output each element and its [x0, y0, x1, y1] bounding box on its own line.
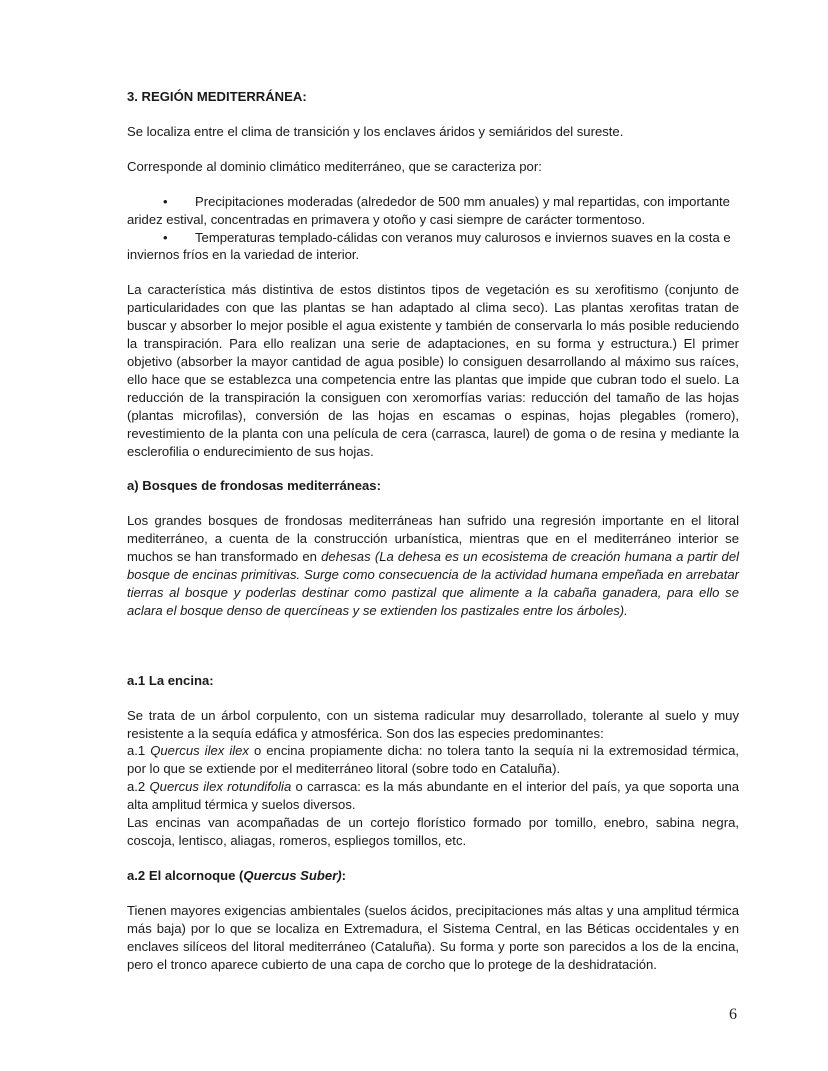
bullet-text-first-line: Temperaturas templado-cálidas con veranos muy calurosos e inviernos suaves en la costa e	[195, 229, 731, 245]
intro-paragraph-1: Se localiza entre el clima de transición y los enclaves áridos y semiáridos del sureste.	[127, 123, 624, 139]
alcornoque-title-suffix: :	[341, 867, 347, 883]
species-description: o encina propiamente dicha: no tolera tanto la sequía ni la extremosidad térmica, por lo que se extiende por el mediterráneo litoral (sobre todo en Cataluña).	[127, 743, 740, 777]
encina-title: a.1 La encina:	[127, 672, 214, 688]
intro-paragraph-2: Corresponde al dominio climático mediterráneo, que se caracteriza por:	[127, 158, 542, 174]
species-prefix: a.2	[127, 779, 146, 795]
alcornoque-paragraph: Tienen mayores exigencias ambientales (suelos ácidos, precipitaciones más altas y una amplitud térmica más baja) por lo que se localiza en Extremadura, el Sistema Central, en las Béticas occidentales y en enclaves silíceos del litoral mediterráneo (Cataluña). Su forma y porte son parecidos a los de la encina, pero el tronco aparece cubierto de una capa de corcho que lo protege de la deshidratación.	[127, 902, 739, 972]
bullet-icon: •	[163, 229, 168, 245]
bullet-text-first-line: Precipitaciones moderadas (alrededor de 500 mm anuales) y mal repartidas, con importante	[195, 193, 730, 209]
species-name: Quercus ilex ilex	[150, 743, 249, 759]
bullet-item	[127, 193, 739, 229]
dehesas-term: dehesas	[321, 549, 371, 565]
encina-species-a2	[127, 778, 739, 814]
alcornoque-title	[127, 867, 739, 885]
species-prefix: a.1	[127, 743, 146, 759]
section-title: 3. REGIÓN MEDITERRÁNEA:	[127, 89, 307, 104]
page-number: 6	[729, 1006, 737, 1023]
encina-paragraph-2: Las encinas van acompañadas de un cortejo florístico formado por tomillo, enebro, sabina negra, coscoja, lentisco, aliagas, romeros, espliegos tomillos, etc.	[127, 815, 739, 848]
subsection-a-paragraph	[127, 512, 739, 619]
alcornoque-title-prefix: a.2 El alcornoque (	[127, 867, 244, 883]
bullet-item	[127, 229, 739, 265]
alcornoque-species: Quercus Suber)	[243, 867, 342, 883]
bullet-icon: •	[163, 193, 168, 209]
xerofitismo-paragraph: La característica más distintiva de estos distintos tipos de vegetación es su xerofitismo (conjunto de particularidades con que las plantas se han adaptado al clima seco). Las plantas xerofitas tratan de buscar y absorber lo mejor posible el agua existente y también de conservarla lo más posible reduciendo la transpiración. Para ello realizan una serie de adaptaciones, en su forma y estructura.) El primer objetivo (absorber la mayor cantidad de agua posible) lo consiguen desarrollando al máximo sus raíces, ello hace que se establezca una competencia entre las plantas que impide que cubran todo el suelo. La reducción de la transpiración la consiguen con xeromorfías varias: reducción del tamaño de las hojas (plantas microfilas), conversión de las hojas en escamas o espinas, hojas plegables (romero), revestimiento de la planta con una película de cera (carrasca, laurel) de goma o de resina y mediante la esclerofilia o endurecimiento de sus hojas.	[127, 282, 739, 459]
species-description: o carrasca: es la más abundante en el interior del país, ya que soporta una alta amplitud térmica y suelos diversos.	[127, 779, 740, 813]
encina-species-a1	[127, 742, 739, 778]
encina-paragraph-1: Se trata de un árbol corpulento, con un sistema radicular muy desarrollado, tolerante al suelo y muy resistente a la sequía edáfica y atmosférica. Son dos las especies predominantes:	[127, 707, 739, 741]
species-name: Quercus ilex rotundifolia	[149, 779, 292, 795]
document-page	[127, 88, 739, 973]
dehesa-definition: (La dehesa es un ecosistema de creación humana a partir del bosque de encinas primitivas. Surge como consecuencia de la actividad humana empeñada en arrebatar tierras al bosque y poderlas destinar como pastizal que alimente a la cabaña ganadera, para ello se aclara el bosque denso de quercíneas y se extienden los pastizales entre los árboles).	[127, 549, 740, 618]
bullet-list	[127, 193, 739, 265]
bullet-text-continuation: aridez estival, concentradas en primavera y otoño y casi siempre de carácter tormentoso.	[127, 211, 646, 227]
subsection-a-text: Los grandes bosques de frondosas mediterráneas han sufrido una regresión importante en el litoral mediterráneo, a cuenta de la construcción urbanística, mientras que en el mediterráneo interior se muchos se han transformado en	[127, 513, 739, 565]
subsection-a-title: a) Bosques de frondosas mediterráneas:	[127, 478, 381, 494]
bullet-text-continuation: inviernos fríos en la variedad de interior.	[127, 247, 360, 263]
